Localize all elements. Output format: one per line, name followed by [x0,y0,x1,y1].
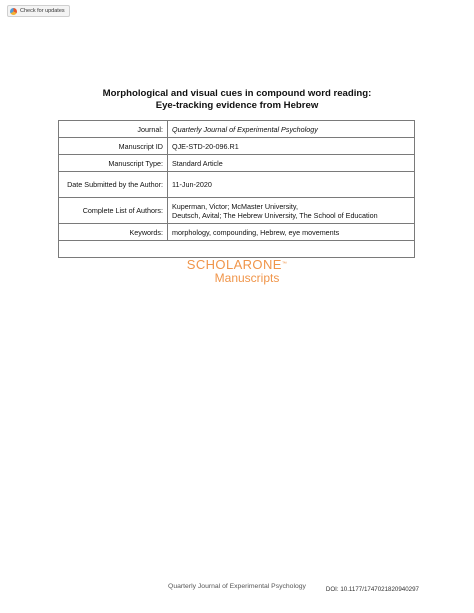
paper-title [0,88,474,112]
blank-row [59,241,415,258]
author-1: Kuperman, Victor; McMaster University, [172,201,298,211]
check-for-updates-label: Check for updates [20,8,65,14]
date-submitted-value: 11-Jun-2020 [168,172,415,198]
authors-row [59,198,415,224]
footer-doi[interactable]: DOI: 10.1177/1747021820940297 [325,586,419,593]
check-for-updates-icon [10,8,17,15]
logo-line-2: Manuscripts [214,271,280,285]
manuscript-id-label: Manuscript ID [59,138,168,155]
date-submitted-row [59,172,415,198]
logo-word: SCHOLARONE [186,257,282,272]
paper-title-line-2: Eye-tracking evidence from Hebrew [155,100,319,111]
authors-value [168,198,415,224]
date-submitted-label: Date Submitted by the Author: [59,172,168,198]
manuscript-type-label: Manuscript Type: [59,155,168,172]
logo-trademark: ™ [281,261,288,267]
authors-label: Complete List of Authors: [59,198,168,224]
logo-line-1 [0,258,474,271]
journal-row [59,121,415,138]
keywords-row [59,224,415,241]
check-for-updates-badge[interactable] [7,5,70,17]
journal-value: Quarterly Journal of Experimental Psychology [168,121,415,138]
blank-cell [59,241,415,258]
journal-label: Journal: [59,121,168,138]
keywords-label: Keywords: [59,224,168,241]
author-2: Deutsch, Avital; The Hebrew University, The School of Education [172,210,378,220]
keywords-value: morphology, compounding, Hebrew, eye movements [168,224,415,241]
paper-title-line-1: Morphological and visual cues in compound word reading: [102,88,372,99]
scholarone-logo [0,258,474,285]
manuscript-type-value: Standard Article [168,155,415,172]
manuscript-type-row [59,155,415,172]
manuscript-id-value: QJE-STD-20-096.R1 [168,138,415,155]
manuscript-id-row [59,138,415,155]
footer-journal-name: Quarterly Journal of Experimental Psychology [168,583,306,590]
manuscript-metadata-table [58,120,415,258]
